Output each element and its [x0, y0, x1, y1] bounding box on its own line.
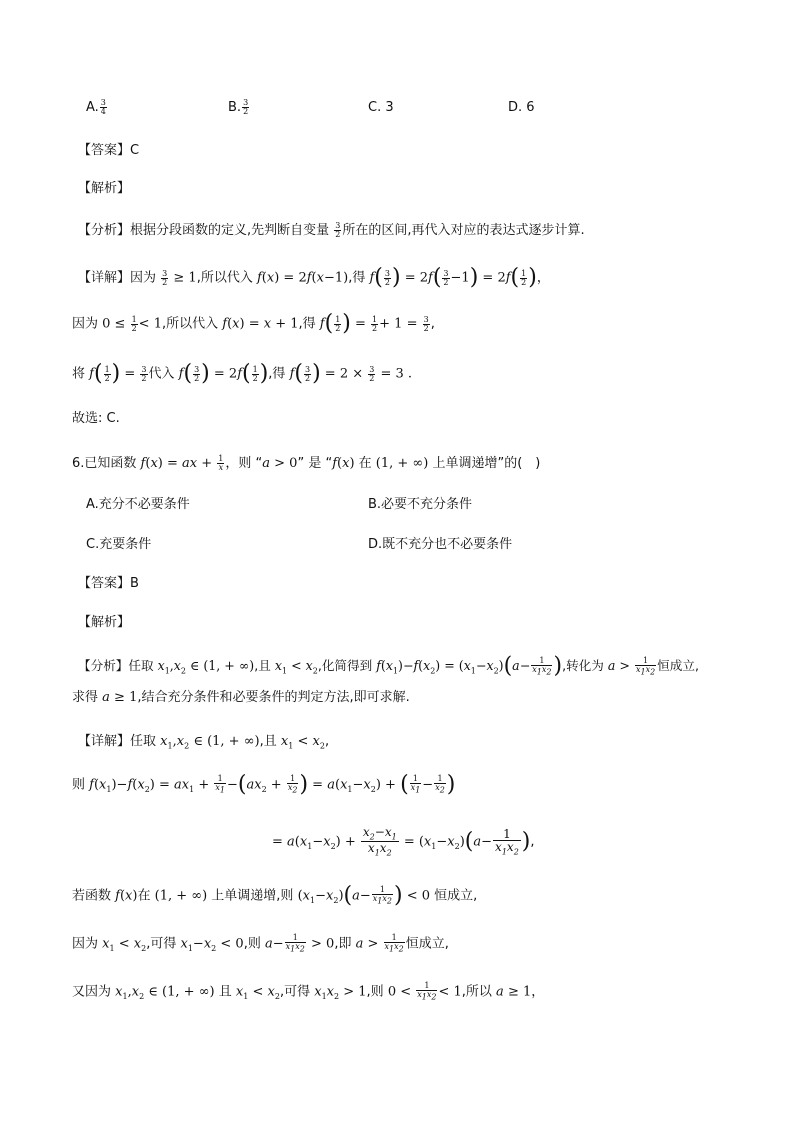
text: 恒成立,: [405, 936, 449, 952]
text: 所在的区间,再代入对应的表达式逐步计算.: [342, 223, 585, 238]
fraction: $\frac{3}{2}$: [162, 268, 168, 287]
text: 任取: [130, 734, 157, 749]
detail-line-4-q6: 若函数 f(x)在 (1, + ∞) 上单调递增,则 $(x_1-x_2)(a-$ $\frac{1}{x_1x_2}$ ) < 0 恒成立,: [72, 883, 478, 908]
text: 上单调递增”的( ): [432, 456, 541, 471]
text: 恒成立,: [434, 888, 478, 904]
text: ,转化为: [562, 658, 604, 673]
analysis-heading-q6: 【解析】: [78, 615, 131, 630]
text: ,结合充分条件和必要条件的判定方法,即可求解.: [137, 690, 410, 705]
answer-q6: 【答案】B: [78, 576, 139, 591]
option-a-label: A.: [86, 100, 99, 115]
fenxi-line-1-q6: 【分析】任取 $x_1,x_2$ ∈ (1, + ∞),且 $x_1 < x_2$,化简得到 $f(x_1)-f(x_2) = (x_1-x_2)(a-$ $\frac{1}{x_1x_2}$ ),转化为 a > $\frac{1}{x_1x_2}$ 恒成立,: [78, 653, 699, 679]
option-b: B.必要不充分条件: [368, 497, 473, 512]
option-c: C. 3: [368, 100, 394, 115]
detail-line-1-q5: 【详解】因为 $\frac{3}{2}$ ≥ 1,所以代入 f(x) = 2f(x−1),得 f( $\frac{3}{2}$ ) = 2f( $\frac{3}{2}$ −1) = 2f( $\frac{1}{2}$ )，: [78, 265, 550, 290]
text: 因为: [72, 316, 99, 332]
fraction: $\frac{3}{4}$: [100, 98, 106, 116]
option-c: C.充要条件: [86, 537, 152, 552]
answer-q5: 【答案】C: [78, 143, 140, 158]
text: ,所以代入: [161, 316, 219, 332]
fraction: $\frac{3}{2}$: [243, 98, 249, 116]
fenxi-q5: [78, 221, 585, 241]
text: ,所以代入: [196, 270, 253, 286]
text: ,得: [348, 270, 366, 286]
text: 又因为: [72, 984, 112, 1000]
text: 根据分段函数的定义,先判断自变量: [130, 223, 330, 238]
text: 将: [72, 366, 86, 382]
text: ” 是 “: [297, 456, 333, 471]
text: ,则: [243, 936, 261, 952]
text: 上单调递增,则: [211, 888, 294, 904]
detail-line-5-q6: 因为 $x_1 < x_2$,可得 $x_1-x_2 < 0$,则 a− $\frac{1}{x_1x_2}$ > 0,即 a > $\frac{1}{x_1x_2}$ 恒成立,: [72, 933, 449, 954]
text: 恒成立,: [657, 658, 699, 673]
option-a: [86, 98, 108, 118]
option-b-label: B.: [228, 100, 242, 115]
fenxi-label: 【分析】: [78, 223, 131, 238]
option-d: D. 6: [508, 100, 535, 115]
text: ,可得: [279, 984, 311, 1000]
detail-line-2-q6: 则 $f(x_1)-f(x_2) = ax_1$ + $\frac{1}{x_1}$ $-(ax_2$ + $\frac{1}{x_2}$ ) = $a(x_1-x_2)$ + ( $\frac{1}{x_1}$ − $\frac{1}{x_2}$ ): [72, 772, 456, 797]
text: ,且: [254, 658, 271, 673]
detail-line-3-q6: = $a(x_1-x_2)$ + $\frac{x_2-x_1}{x_1x_2}$ = $(x_1-x_2)(a-$ $\frac{1}{x_1x_2}$ ),: [272, 825, 535, 858]
text: ,得: [298, 316, 316, 332]
text: ,化简得到: [317, 658, 373, 673]
fraction: $\frac{3}{2}$: [335, 221, 341, 239]
detail-line-2-q5: 因为 0 ≤ $\frac{1}{2}$ < 1,所以代入 f(x) = x + 1,得 f( $\frac{1}{2}$ ) = $\frac{1}{2}$ + 1 = $\frac{3}{2}$ ,: [72, 311, 435, 336]
text: ,所以: [461, 984, 492, 1000]
option-a: A.充分不必要条件: [86, 497, 190, 512]
text: ,即: [334, 936, 352, 952]
text: 代入: [148, 366, 175, 382]
text: 求得: [72, 690, 99, 705]
text: ,可得: [146, 936, 177, 952]
text: 则: [72, 777, 86, 793]
xiangjie-label: 【详解】: [78, 734, 131, 749]
option-b: [228, 98, 250, 118]
conclusion-q5: 故选: C.: [72, 411, 120, 426]
text: ,则: [366, 984, 384, 1000]
text: 因为: [72, 936, 99, 952]
text: 因为: [130, 270, 157, 286]
detail-line-6-q6: 又因为 $x_1,x_2$ ∈ (1, + ∞) 且 $x_1 < x_2$,可得 $x_1x_2 > 1$,则 0 < $\frac{1}{x_1x_2}$ < 1,所以 a ≥ 1，: [72, 981, 545, 1002]
question-6-stem: 6.已知函数 f(x) = ax + $\frac{1}{x}$ ，则 “a > 0” 是 “f(x) 在 (1, + ∞) 上单调递增”的( ): [72, 454, 541, 472]
fenxi-line-2-q6: 求得 a ≥ 1,结合充分条件和必要条件的判定方法,即可求解.: [72, 690, 410, 705]
text: 任取: [128, 658, 154, 673]
option-d: D.既不充分也不必要条件: [368, 537, 513, 552]
text: 若函数: [72, 888, 112, 904]
analysis-heading-q5: 【解析】: [78, 181, 131, 196]
text: 在: [358, 456, 372, 471]
fenxi-label: 【分析】: [78, 658, 129, 673]
text: ,且: [259, 734, 277, 749]
detail-line-3-q5: 将 f( $\frac{1}{2}$ ) = $\frac{3}{2}$ 代入 f( $\frac{3}{2}$ ) = 2f( $\frac{1}{2}$ ),得 f( $\frac{3}{2}$ ) = 2 × $\frac{3}{2}$ = 3 .: [72, 361, 413, 386]
detail-line-1-q6: 【详解】任取 $x_1,x_2$ ∈ (1, + ∞),且 $x_1 < x_2$,: [78, 734, 330, 751]
text: 6.已知函数: [72, 456, 137, 471]
text: 且: [218, 984, 232, 1000]
text: ,得: [268, 366, 286, 382]
text: ，则 “: [225, 456, 263, 471]
xiangjie-label: 【详解】: [78, 270, 131, 286]
text: 在: [137, 888, 151, 904]
